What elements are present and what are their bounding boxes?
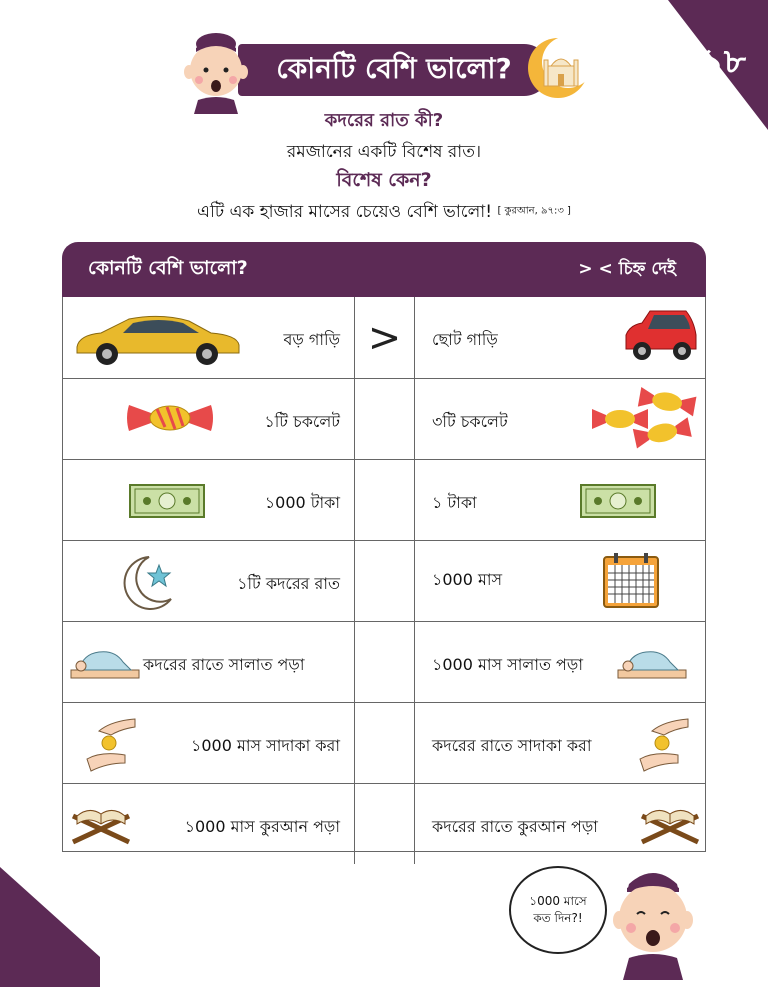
right-cell [416, 703, 705, 783]
right-cell [416, 784, 705, 864]
speech-bubble [509, 866, 607, 954]
table-row [63, 297, 705, 378]
left-label: কদরের রাতে সালাত পড়া [143, 655, 305, 674]
quran-reference: [ কুরআন, ৯৭:৩ ] [497, 205, 571, 217]
table-hint: > < চিহ্ন দেই [578, 258, 676, 279]
comparison-symbol-box[interactable] [355, 541, 415, 621]
answer-why-text: এটি এক হাজার মাসের চেয়েও বেশি ভালো! [197, 202, 493, 222]
calendar-icon [602, 551, 660, 609]
table-row [63, 459, 705, 540]
left-label: বড় গাড়ি [283, 330, 340, 349]
right-cell [416, 460, 705, 540]
comparison-symbol-box[interactable] [355, 460, 415, 540]
bubble-line-1: ১000 মাসে [529, 894, 587, 908]
right-label: ছোট গাড়ি [432, 330, 498, 349]
right-label: ১000 মাস সালাত পড়া [432, 655, 583, 674]
quran-stand-icon [638, 802, 702, 846]
right-label: ৩টি চকলেট [432, 412, 508, 431]
bubble-line-2: কত দিন?! [533, 911, 583, 925]
right-cell [416, 297, 705, 378]
comparison-symbol-box[interactable] [355, 784, 415, 864]
left-cell [63, 703, 355, 783]
candy-icon [127, 401, 213, 435]
page-title: কোনটি বেশি ভালো? [238, 44, 550, 96]
right-label: কদরের রাতে সাদাকা করা [432, 736, 592, 755]
page-number: ১৮ [701, 42, 746, 82]
prayer-icon [69, 644, 141, 680]
prayer-icon [616, 644, 688, 680]
right-cell [416, 379, 705, 459]
left-cell [63, 460, 355, 540]
three-candies-icon [590, 381, 702, 457]
comparison-symbol-box[interactable] [355, 703, 415, 783]
banknote-icon [129, 484, 205, 518]
question-what: কদরের রাত কী? [324, 110, 444, 131]
right-label: ১000 মাস [432, 570, 503, 589]
red-car-icon [620, 305, 702, 367]
yellow-car-icon [71, 309, 243, 367]
right-cell [416, 541, 705, 621]
right-cell [416, 622, 705, 702]
comparison-symbol-box[interactable] [355, 622, 415, 702]
left-cell [63, 297, 355, 378]
right-label: কদরের রাতে কুরআন পড়া [432, 817, 598, 836]
comparison-table [62, 242, 706, 852]
table-header [62, 242, 706, 297]
left-cell [63, 541, 355, 621]
left-label: ১000 মাস সাদাকা করা [191, 736, 340, 755]
table-row [63, 540, 705, 621]
question-why: বিশেষ কেন? [336, 169, 432, 191]
table-row [63, 378, 705, 459]
charity-hands-icon [81, 713, 145, 775]
left-cell [63, 379, 355, 459]
left-label: ১টি কদরের রাত [237, 574, 340, 593]
left-label: ১টি চকলেট [264, 412, 340, 431]
banknote-icon [580, 484, 656, 518]
corner-decoration-bottom-left [0, 867, 100, 987]
table-body [62, 297, 706, 852]
right-label: ১ টাকা [432, 493, 477, 512]
crescent-star-icon [119, 553, 179, 611]
table-title: কোনটি বেশি ভালো? [88, 256, 248, 279]
left-label: ১000 টাকা [264, 493, 340, 512]
charity-hands-icon [634, 713, 698, 775]
mosque-moon-icon [524, 36, 592, 100]
comparison-symbol-box[interactable]: > [355, 297, 415, 378]
table-row [63, 621, 705, 702]
boy-face-icon [180, 30, 252, 114]
left-cell [63, 622, 355, 702]
quran-stand-icon [69, 802, 133, 846]
table-row [63, 702, 705, 783]
answer-why [0, 199, 768, 227]
comparison-symbol-box[interactable] [355, 379, 415, 459]
left-cell [63, 784, 355, 864]
left-label: ১000 মাস কুরআন পড়া [184, 817, 340, 836]
boy-face-icon [607, 862, 699, 980]
answer-what: রমজানের একটি বিশেষ রাত। [286, 142, 482, 162]
table-row [63, 783, 705, 864]
